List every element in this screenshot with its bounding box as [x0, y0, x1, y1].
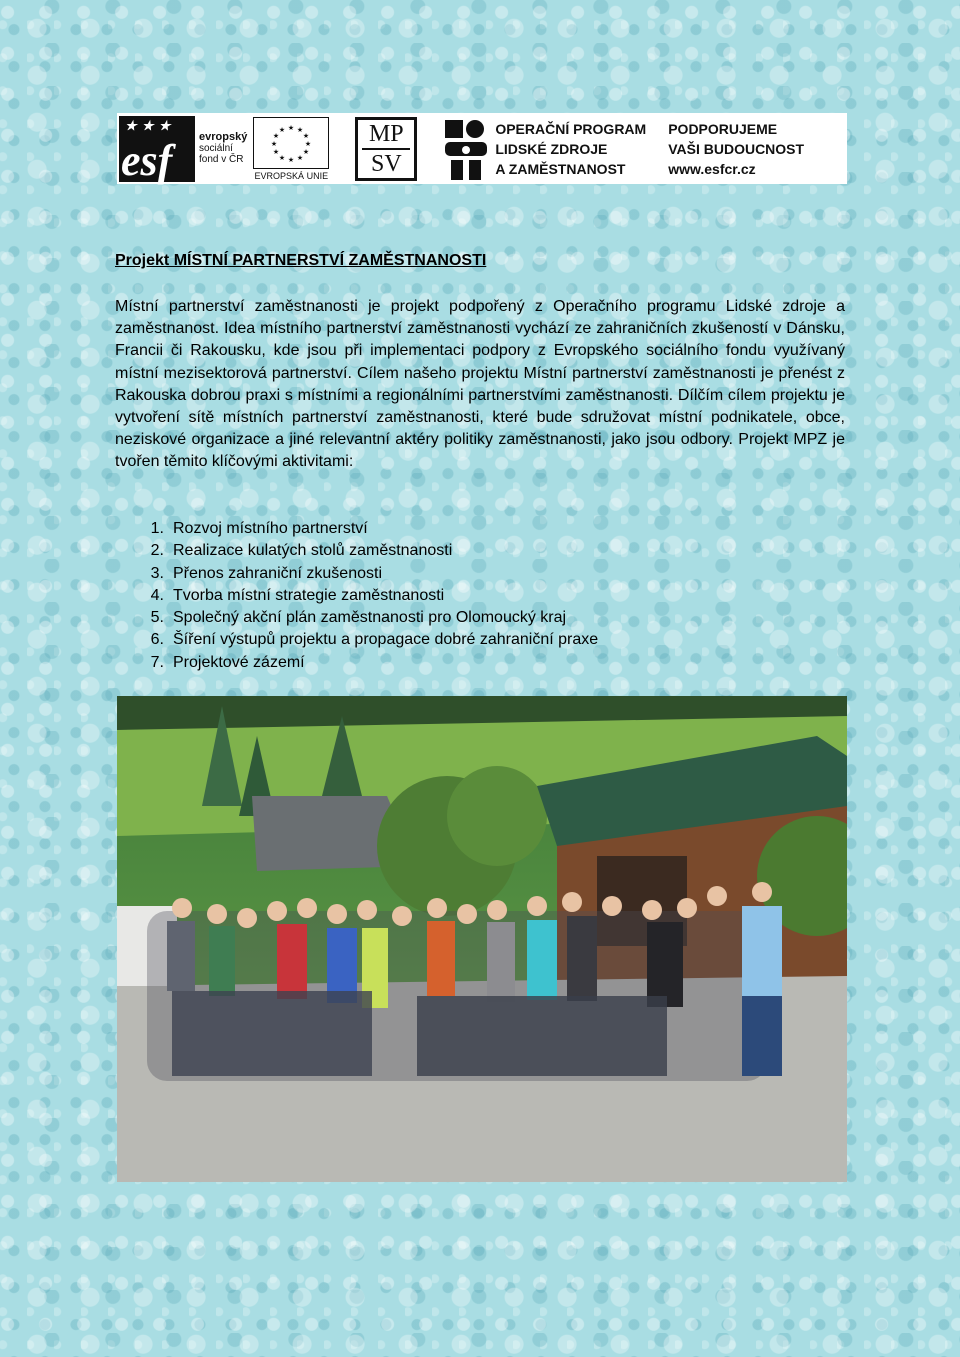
- activities-list: [115, 518, 598, 674]
- list-item: [115, 629, 598, 651]
- list-item-number: 3.: [150, 564, 164, 582]
- group-photo-illustration: [117, 696, 847, 1182]
- esf-logo: [119, 113, 247, 184]
- mpsv-bottom: SV: [370, 150, 402, 177]
- support-line2: VAŠI BUDOUCNOST: [668, 140, 805, 157]
- list-item: [115, 540, 598, 562]
- list-item-number: 7.: [150, 653, 164, 671]
- svg-text:★: ★: [297, 153, 304, 162]
- list-item-number: 1.: [150, 520, 164, 537]
- list-item: [115, 652, 598, 674]
- esf-mark: [119, 116, 195, 185]
- op-line1: OPERAČNÍ PROGRAM: [495, 120, 647, 137]
- esf-caption-line3: fond v ČR: [199, 154, 244, 165]
- mpsv-top: MP: [368, 120, 404, 147]
- eu-logo: [253, 117, 329, 181]
- list-item: [115, 585, 598, 607]
- op-figure-icon: [443, 116, 489, 182]
- list-item-text: Společný akční plán zaměstnanosti pro Olomoucký kraj: [173, 609, 567, 627]
- svg-text:★: ★: [273, 131, 280, 140]
- list-item: [115, 563, 598, 585]
- esf-stars-icon: ★ ★ ★: [125, 117, 172, 133]
- eu-caption: EVROPSKÁ UNIE: [254, 170, 329, 181]
- svg-text:★: ★: [279, 153, 286, 162]
- op-line3: A ZAMĚSTNANOST: [495, 160, 626, 177]
- mpsv-divider: [362, 148, 410, 150]
- logo-bar: [117, 113, 847, 184]
- list-item: [115, 607, 598, 629]
- svg-text:★: ★: [279, 125, 286, 134]
- svg-text:★: ★: [305, 139, 312, 148]
- svg-text:★: ★: [303, 131, 310, 140]
- list-item-text: Přenos zahraniční zkušenosti: [173, 564, 382, 582]
- project-description: Místní partnerství zaměstnanosti je projekt podpořený z Operačního programu Lidské zdroje a zaměstnanost. Idea místního partnerství zaměstnanosti vychází ze zahraničních zkušeností v Dánsku, Francii či Rakousku, kde jsou při implementaci podpory z Evropského sociálního fondu využívaný místní mezisektorová partnerství. Cílem našeho projektu Místní partnerství zaměstnanosti je přenést z Rakouska dobrou praxi s místními a regionálními partnerstvími zaměstnanosti. Dílčím cílem projektu je vytvoření sítě místních partnerství zaměstnanosti, které bude sdružovat místní podnikatele, obce, neziskové organizace a jiné relevantní aktéry politiky zaměstnanosti, jako jsou odbory. Projekt MPZ je tvořen těmito klíčovými aktivitami:: [115, 298, 845, 471]
- svg-text:★: ★: [273, 147, 280, 156]
- esf-caption-line1: evropský: [199, 131, 248, 143]
- mpsv-logo: [355, 117, 417, 181]
- esf-mark-text: esf: [121, 135, 173, 185]
- list-item-text: Šíření výstupů projektu a propagace dobré zahraniční praxe: [173, 631, 599, 649]
- svg-text:★: ★: [271, 139, 278, 148]
- esf-caption: [199, 132, 247, 165]
- list-item-number: 2.: [150, 542, 164, 560]
- support-url: www.esfcr.cz: [668, 160, 756, 177]
- list-item-text: Realizace kulatých stolů zaměstnanosti: [173, 542, 453, 560]
- op-line2: LIDSKÉ ZDROJE: [495, 140, 608, 157]
- svg-text:★: ★: [288, 123, 295, 132]
- op-logo-text: [495, 119, 646, 179]
- support-line1: PODPORUJEME: [668, 120, 778, 137]
- list-item: [115, 518, 598, 540]
- list-item-text: Rozvoj místního partnerství: [173, 520, 368, 537]
- svg-text:★: ★: [303, 147, 310, 156]
- list-item-text: Projektové zázemí: [173, 653, 305, 671]
- esf-caption-line2: sociální: [199, 143, 233, 154]
- list-item-text: Tvorba místní strategie zaměstnanosti: [173, 586, 445, 604]
- list-item-number: 6.: [150, 631, 164, 649]
- page-title: Projekt MÍSTNÍ PARTNERSTVÍ ZAMĚSTNANOSTI: [115, 252, 487, 269]
- support-slogan: [668, 119, 804, 179]
- list-item-number: 4.: [150, 586, 164, 604]
- list-item-number: 5.: [150, 609, 164, 627]
- svg-text:★: ★: [297, 125, 304, 134]
- svg-text:★: ★: [288, 155, 295, 164]
- group-photo: [117, 696, 847, 1182]
- eu-flag-icon: [253, 117, 329, 169]
